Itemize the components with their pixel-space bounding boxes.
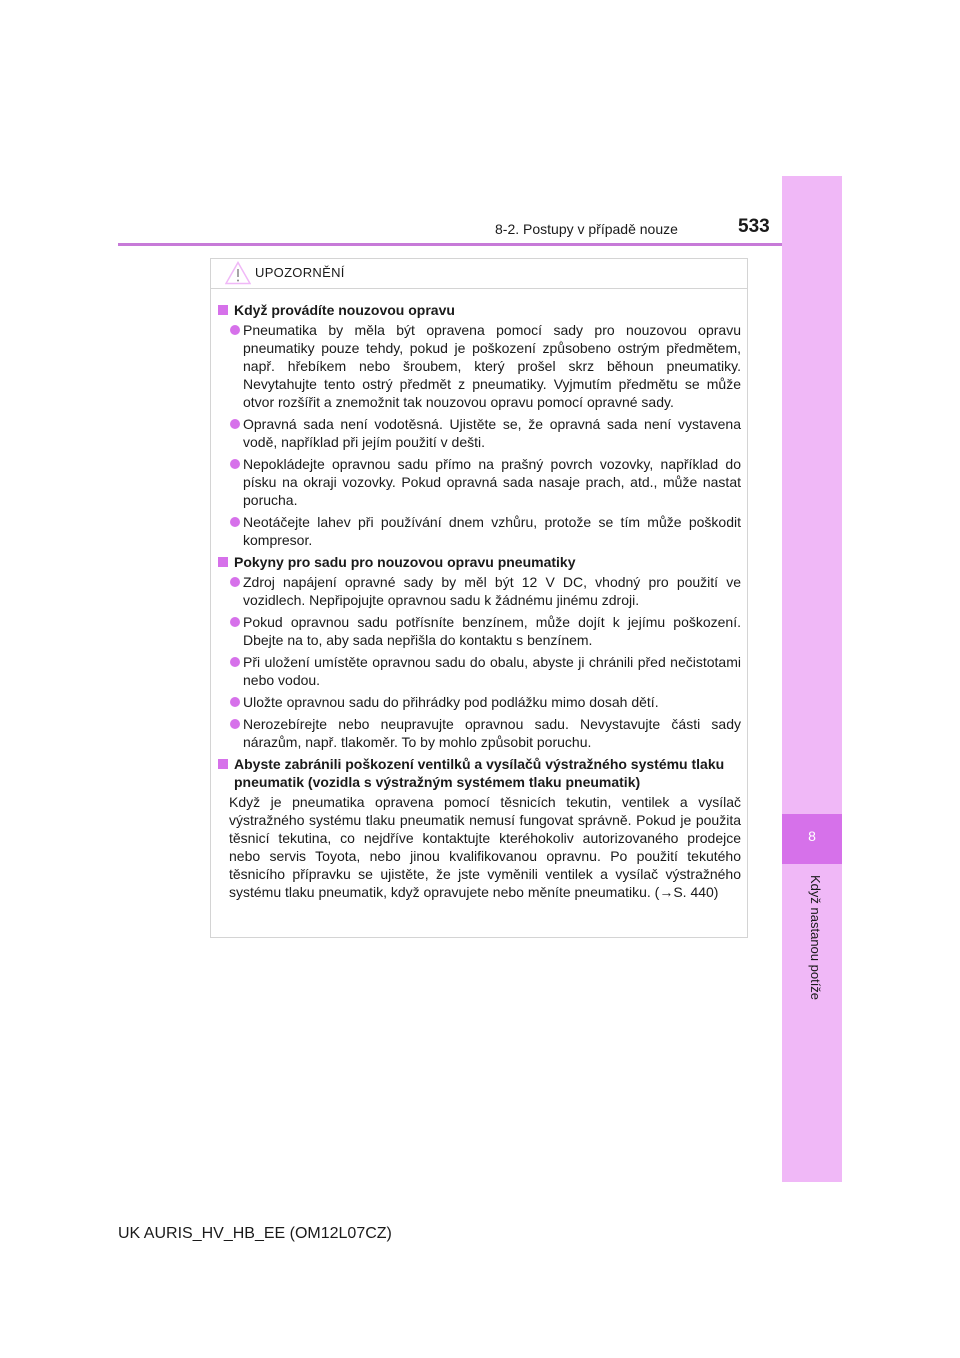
circle-bullet-icon: [230, 517, 240, 527]
chapter-label: Když nastanou potíže: [808, 875, 823, 1001]
list-item: Pneumatika by měla být opravena pomocí sady pro nouzovou opravu pneumatiky pouze tehdy, pokud je poškození způsobeno ostrým předmětem, např. hřebíkem nebo šroubem, který prošel skrz běhoun pneumatiky. Nevytahujte tento ostrý předmět z pneumatiky. Vyjmutím předmětu se může otvor rozšířit a znemožnit tak nouzovou opravu pomocí opravné sady.: [217, 321, 741, 411]
section-paragraph: Když je pneumatika opravena pomocí těsnicích tekutin, ventilek a vysílač výstražného systému tlaku pneumatik nemusí fungovat správně. Pokud je použita těsnicí tekutina, co nejdříve kontaktujte kteréhokoliv autorizovaného prodejce nebo servis Toyota, nebo jinou kvalifikovanou opravnu. Po použití tekutého těsnicího přípravku se ujistěte, že jste vyměnili ventilek a vysílač výstražného systému tlaku pneumatik, když opravujete nebo měníte pneumatiku. (→S. 440): [229, 794, 741, 900]
circle-bullet-icon: [230, 657, 240, 667]
warning-title: UPOZORNĚNÍ: [255, 265, 345, 280]
square-bullet-icon: [218, 759, 228, 769]
circle-bullet-icon: [230, 577, 240, 587]
section-title: 8-2. Postupy v případě nouze: [495, 221, 678, 237]
list-item: Pokud opravnou sadu potřísníte benzínem, může dojít k jejímu poškození. Dbejte na to, aby sada nepřišla do kontaktu s benzínem.: [217, 613, 741, 649]
section-heading: Abyste zabránili poškození ventilků a vysílačů výstražného systému tlaku pneumatik (vozidla s výstražným systémem tlaku pneumatik): [217, 755, 741, 791]
header-rule: [118, 243, 782, 246]
list-item: Nepokládejte opravnou sadu přímo na prašný povrch vozovky, například do písku na okraji vozovky. Pokud opravná sada nasaje prach, atd., může nastat porucha.: [217, 455, 741, 509]
square-bullet-icon: [218, 557, 228, 567]
list-item: Zdroj napájení opravné sady by měl být 12 V DC, vhodný pro použití ve vozidlech. Nepřipojujte opravnou sadu k žádnému jinému zdroji.: [217, 573, 741, 609]
page-number: 533: [738, 216, 770, 237]
chapter-number: 8: [808, 828, 816, 844]
list-item: Nerozebírejte nebo neupravujte opravnou sadu. Nevystavujte části sady nárazům, např. tlakoměr. To by mohlo způsobit poruchu.: [217, 715, 741, 751]
list-item: Při uložení umístěte opravnou sadu do obalu, abyste ji chránili před nečistotami nebo vodou.: [217, 653, 741, 689]
list-item: Opravná sada není vodotěsná. Ujistěte se, že opravná sada není vystavena vodě, například při jejím použití v dešti.: [217, 415, 741, 451]
circle-bullet-icon: [230, 617, 240, 627]
square-bullet-icon: [218, 305, 228, 315]
section-heading: Když provádíte nouzovou opravu: [217, 301, 741, 319]
list-item: Uložte opravnou sadu do přihrádky pod podlážku mimo dosah dětí.: [217, 693, 741, 711]
warning-header: [211, 259, 747, 289]
warning-content: [211, 289, 747, 901]
warning-triangle-icon: [225, 261, 251, 290]
list-item: Neotáčejte lahev při používání dnem vzhůru, protože se tím může poškodit kompresor.: [217, 513, 741, 549]
circle-bullet-icon: [230, 325, 240, 335]
model-code-footer: UK AURIS_HV_HB_EE (OM12L07CZ): [118, 1225, 392, 1242]
circle-bullet-icon: [230, 719, 240, 729]
side-strip: [782, 176, 842, 1182]
circle-bullet-icon: [230, 697, 240, 707]
circle-bullet-icon: [230, 459, 240, 469]
section-heading: Pokyny pro sadu pro nouzovou opravu pneumatiky: [217, 553, 741, 571]
warning-box: [210, 258, 748, 938]
circle-bullet-icon: [230, 419, 240, 429]
